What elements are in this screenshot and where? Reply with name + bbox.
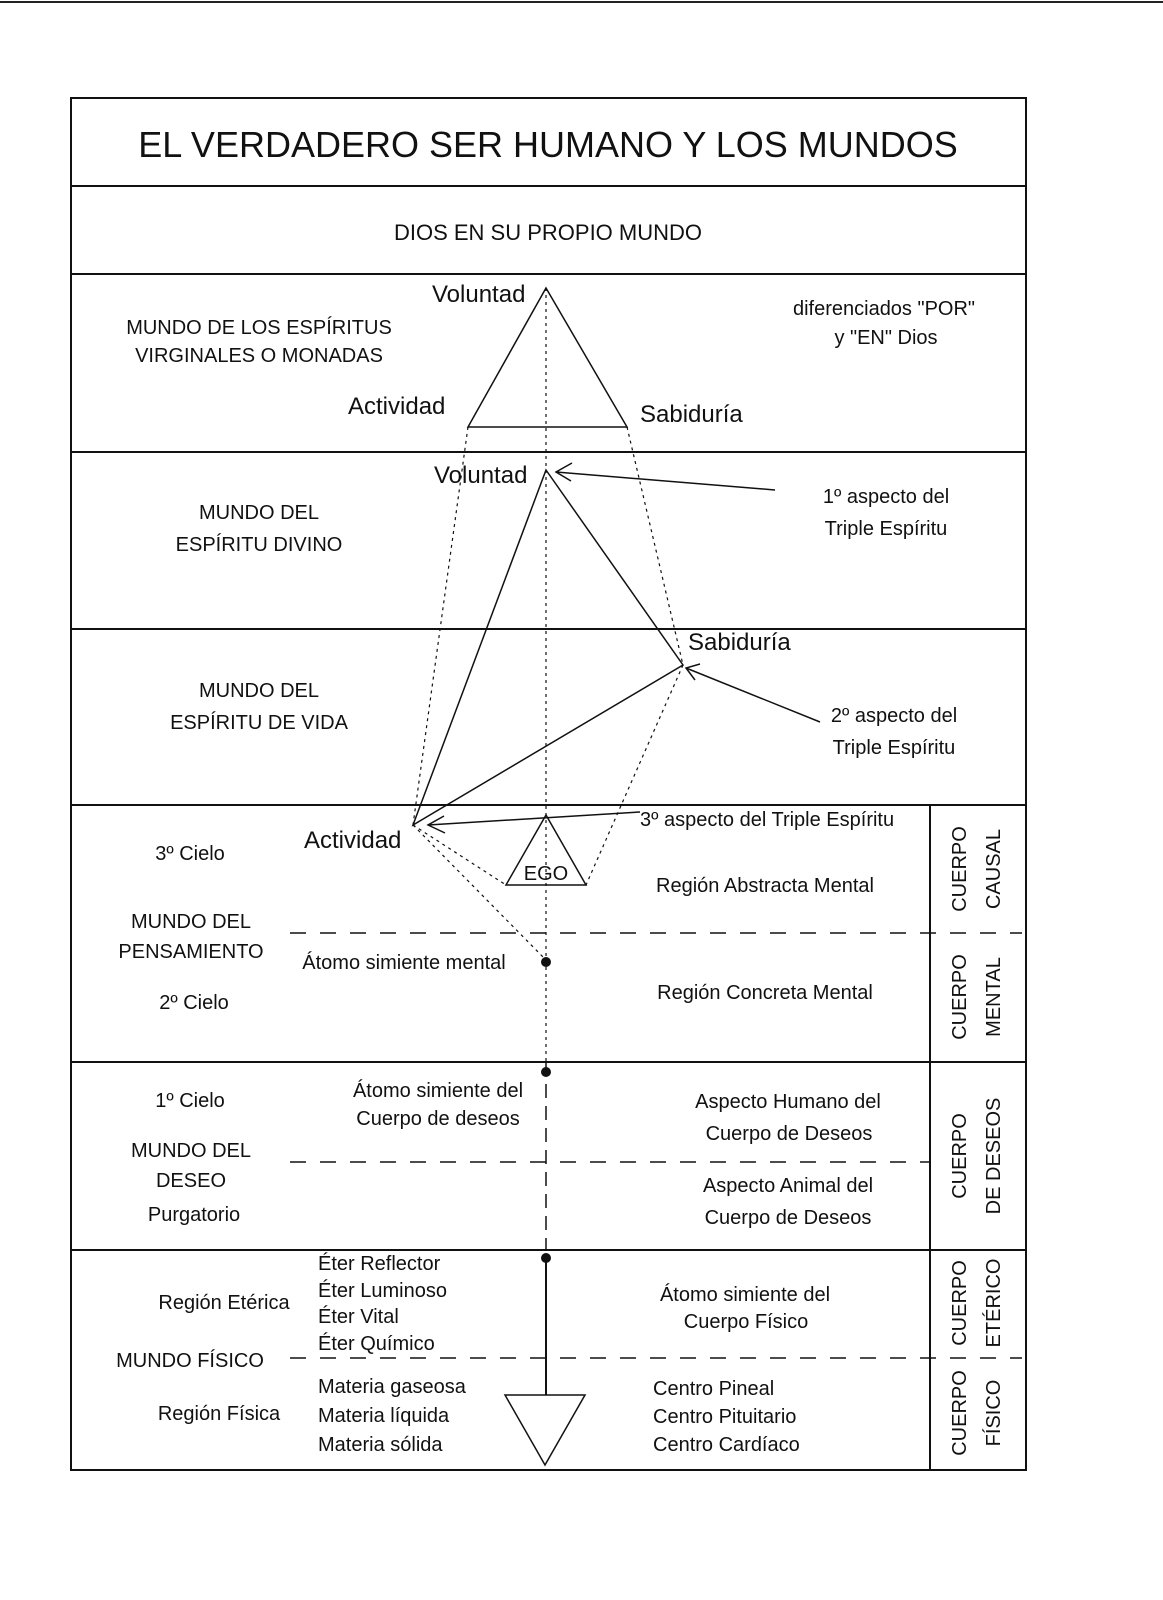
desire-body-label: CUERPO bbox=[949, 1113, 971, 1199]
mental-body-label: CUERPO bbox=[949, 954, 971, 1040]
matter-solid: Materia sólida bbox=[318, 1434, 443, 1456]
physical-triangle bbox=[505, 1395, 585, 1465]
ego-label: EGO bbox=[523, 863, 569, 885]
virginal-world-label-2: VIRGINALES O MONADAS bbox=[135, 345, 383, 367]
ether-reflector: Éter Reflector bbox=[318, 1253, 441, 1275]
god-world-label: DIOS EN SU PROPIO MUNDO bbox=[393, 220, 703, 245]
physical-world-label: MUNDO FÍSICO bbox=[116, 1350, 264, 1372]
physical-atom-label-2: Cuerpo Físico bbox=[683, 1311, 809, 1333]
human-aspect-label-2: Cuerpo de Deseos bbox=[705, 1123, 873, 1145]
differentiated-note: diferenciados "POR" bbox=[792, 298, 976, 320]
desire-atom-label-2: Cuerpo de deseos bbox=[356, 1108, 520, 1130]
voluntad-label-2: Voluntad bbox=[434, 462, 528, 489]
center-pituitary: Centro Pituitario bbox=[653, 1406, 797, 1428]
etheric-body-label-2: ETÉRICO bbox=[983, 1258, 1005, 1348]
actividad-label-2: Actividad bbox=[304, 827, 402, 854]
cielo-2-label: 2º Cielo bbox=[159, 992, 229, 1014]
matter-gas: Materia gaseosa bbox=[318, 1376, 466, 1398]
etheric-region-label: Región Etérica bbox=[158, 1292, 290, 1314]
mental-atom-label: Átomo simiente mental bbox=[302, 952, 506, 974]
center-cardiac: Centro Cardíaco bbox=[653, 1434, 800, 1456]
physical-body-label: CUERPO bbox=[949, 1370, 971, 1456]
causal-body-label-2: CAUSAL bbox=[983, 828, 1005, 910]
purgatorio-label: Purgatorio bbox=[147, 1204, 241, 1226]
monad-triangle bbox=[468, 288, 627, 427]
voluntad-label: Voluntad bbox=[432, 281, 526, 308]
physical-atom-label: Átomo simiente del bbox=[659, 1284, 831, 1306]
matter-liquid: Materia líquida bbox=[318, 1405, 450, 1427]
life-world-label: MUNDO DEL bbox=[198, 680, 320, 702]
aspect-1-label: 1º aspecto del bbox=[822, 486, 950, 508]
causal-body-label: CUERPO bbox=[949, 826, 971, 912]
aspect-3-label: 3º aspecto del Triple Espíritu bbox=[640, 809, 895, 831]
divine-world-label: MUNDO DEL bbox=[198, 502, 320, 524]
differentiated-note-2: y "EN" Dios bbox=[834, 327, 938, 349]
human-aspect-label: Aspecto Humano del bbox=[695, 1091, 881, 1113]
life-world-label-2: ESPÍRITU DE VIDA bbox=[170, 712, 348, 734]
mental-body-label-2: MENTAL bbox=[983, 957, 1005, 1037]
etheric-body-label: CUERPO bbox=[949, 1260, 971, 1346]
divine-world-label-2: ESPÍRITU DIVINO bbox=[175, 534, 343, 556]
actividad-label: Actividad bbox=[348, 393, 446, 420]
mental-atom-dot bbox=[541, 957, 551, 967]
desire-body-label-2: DE DESEOS bbox=[983, 1097, 1005, 1215]
aspect-1-label-2: Triple Espíritu bbox=[824, 518, 948, 540]
triple-spirit-triangle bbox=[413, 470, 683, 825]
aspect-2-label-2: Triple Espíritu bbox=[832, 737, 956, 759]
arrow-aspect-2 bbox=[686, 664, 820, 722]
desire-atom-dot bbox=[541, 1067, 551, 1077]
physical-body-label-2: FÍSICO bbox=[983, 1379, 1005, 1447]
thought-world-label-2: PENSAMIENTO bbox=[118, 941, 264, 963]
physical-region-label: Región Física bbox=[157, 1403, 281, 1425]
ether-vital: Éter Vital bbox=[318, 1306, 399, 1328]
arrow-aspect-1 bbox=[556, 463, 775, 490]
desire-atom-label: Átomo simiente del bbox=[352, 1080, 524, 1102]
aspect-2-label: 2º aspecto del bbox=[830, 705, 958, 727]
page-title: EL VERDADERO SER HUMANO Y LOS MUNDOS bbox=[138, 124, 958, 165]
center-pineal: Centro Pineal bbox=[653, 1378, 775, 1400]
ether-luminous: Éter Luminoso bbox=[318, 1280, 447, 1302]
cielo-1-label: 1º Cielo bbox=[155, 1090, 225, 1112]
virginal-world-label: MUNDO DE LOS ESPÍRITUS bbox=[126, 317, 392, 339]
thought-world-label: MUNDO DEL bbox=[130, 911, 252, 933]
animal-aspect-label-2: Cuerpo de Deseos bbox=[704, 1207, 872, 1229]
desire-world-label: MUNDO DEL bbox=[130, 1140, 252, 1162]
desire-world-label-2: DESEO bbox=[155, 1170, 227, 1192]
sabiduria-label-2: Sabiduría bbox=[688, 629, 791, 656]
abstract-region-label: Región Abstracta Mental bbox=[656, 875, 874, 897]
sabiduria-label: Sabiduría bbox=[640, 401, 743, 428]
animal-aspect-label: Aspecto Animal del bbox=[702, 1175, 874, 1197]
ether-chemical: Éter Químico bbox=[318, 1333, 435, 1355]
concrete-region-label: Región Concreta Mental bbox=[657, 982, 873, 1004]
cielo-3-label: 3º Cielo bbox=[155, 843, 225, 865]
arrow-aspect-3 bbox=[428, 812, 640, 833]
